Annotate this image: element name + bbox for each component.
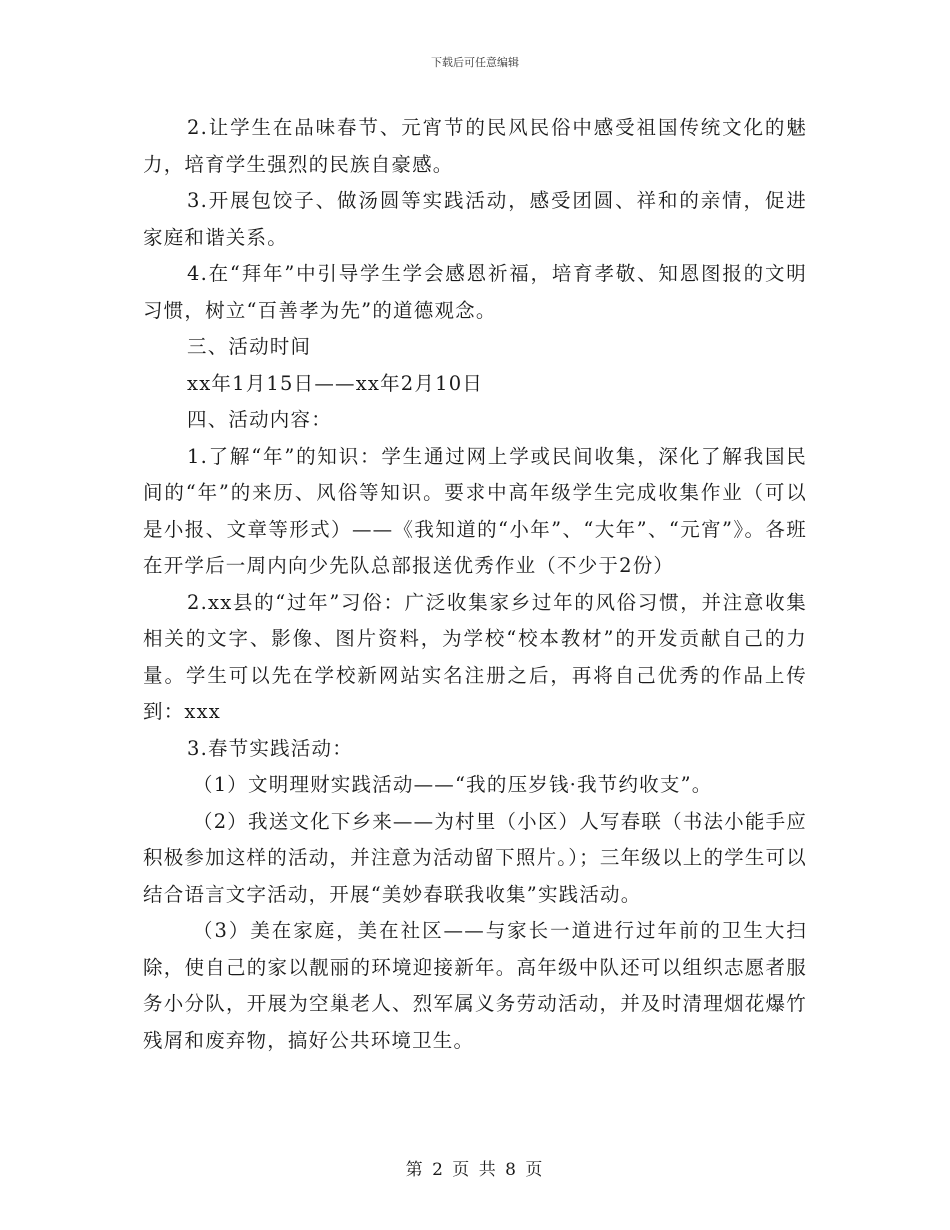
section-heading-time: 三、活动时间 xyxy=(187,335,312,358)
page-number-footer xyxy=(0,1155,950,1180)
document-body xyxy=(143,110,807,1059)
section-heading-content: 四、活动内容： xyxy=(187,408,332,431)
paragraph-goal-3: 3.开展包饺子、做汤圆等实践活动，感受团圆、祥和的亲情，促进家庭和谐关系。 xyxy=(143,189,807,249)
page-number-label: 第 2 页 共 8 页 xyxy=(405,1160,545,1180)
paragraph-content-3-heading: 3.春节实践活动： xyxy=(187,736,353,760)
header-note: 下载后可任意编辑 xyxy=(431,56,519,69)
paragraph-goal-2: 2.让学生在品味春节、元宵节的民风民俗中感受祖国传统文化的魅力，培育学生强烈的民族自豪感。 xyxy=(143,116,807,176)
paragraph-content-1: 1.了解“年”的知识：学生通过网上学或民间收集，深化了解我国民间的“年”的来历、风俗等知识。要求中高年级学生完成收集作业（可以是小报、文章等形式）——《我知道的“小年”、“大年”、“元宵”》。各班在开学后一周内向少先队总部报送优秀作业（不少于2份） xyxy=(143,444,807,577)
paragraph-practice-3: （3）美在家庭，美在社区——与家长一道进行过年前的卫生大扫除，使自己的家以靓丽的环境迎接新年。高年级中队还可以组织志愿者服务小分队，开展为空巢老人、烈军属义务劳动活动，并及时清理烟花爆竹残屑和废弃物，搞好公共环境卫生。 xyxy=(143,919,807,1052)
paragraph-practice-2: （2）我送文化下乡来——为村里（小区）人写春联（书法小能手应积极参加这样的活动，并注意为活动留下照片。）；三年级以上的学生可以结合语言文字活动，开展“美妙春联我收集”实践活动。 xyxy=(143,809,807,906)
paragraph-practice-1: （1）文明理财实践活动——“我的压岁钱·我节约收支”。 xyxy=(193,773,713,796)
activity-time-range: xx年1月15日——xx年2月10日 xyxy=(187,371,484,395)
paragraph-content-2: 2.xx县的“过年”习俗：广泛收集家乡过年的风俗习惯，并注意收集相关的文字、影像、图片资料，为学校“校本教材”的开发贡献自己的力量。学生可以先在学校新网站实名注册之后，再将自己优秀的作品上传到：xxx xyxy=(143,590,807,723)
paragraph-goal-4: 4.在“拜年”中引导学生学会感恩祈福，培育孝敬、知恩图报的文明习惯，树立“百善孝为先”的道德观念。 xyxy=(143,262,807,322)
